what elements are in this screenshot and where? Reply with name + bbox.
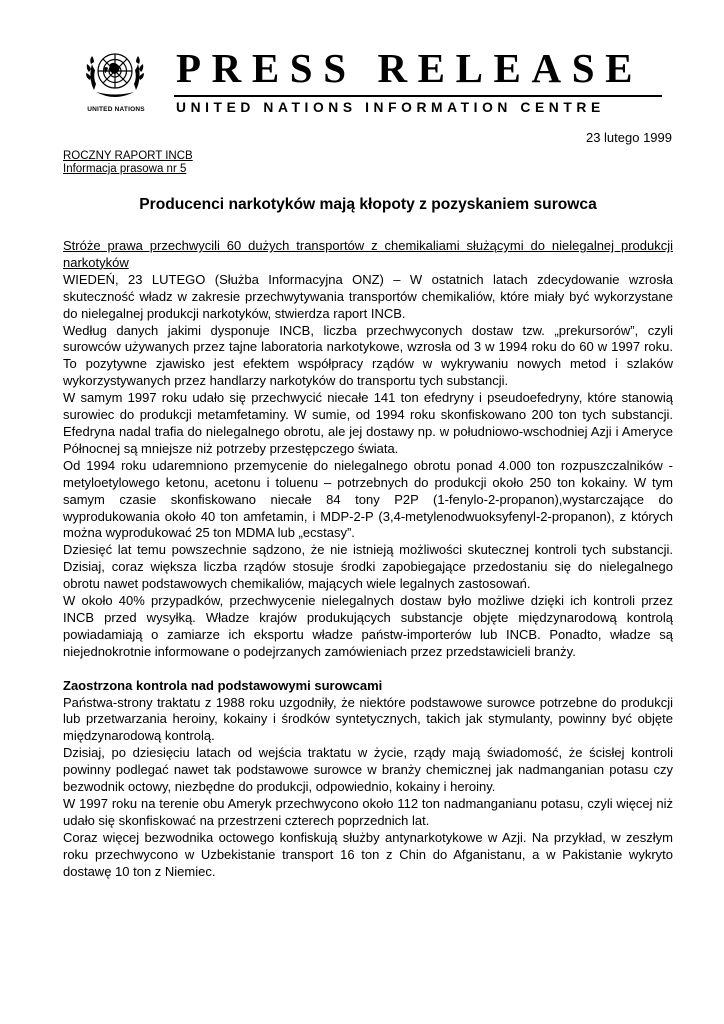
paragraph: Państwa-strony traktatu z 1988 roku uzgodniły, że niektóre podstawowe surowce potrzebne do produkcji lub przetwarzania heroiny, kokainy i środków syntetycznych, takich jak stymulanty, powinny być objęte międzynarodową kontrolą. [63,694,673,744]
paragraph: Od 1994 roku udaremniono przemycenie do nielegalnego obrotu ponad 4.000 ton rozpuszczalników - metyloetylowego ketonu, acetonu i toluenu – potrzebnych do produkcji około 250 ton kokainy. W tym samym czasie skonfiskowano niecałe 84 tony P2P (1-fenylo-2-propanon),wystarczające do wyprodukowania około 40 ton amfetamin, i MDP-2-P (3,4-metylenodwuoksyfenyl-2-propanon), z których można wyprodukować 25 ton MDMA lub „ecstasy”. [63,457,673,541]
un-caption: UNITED NATIONS [87,106,145,113]
paragraph: W 1997 roku na terenie obu Ameryk przechwycono około 112 ton nadmanganianu potasu, czyli więcej niż udało się skonfiskować na przestrzeni czterech poprzednich lat. [63,796,673,828]
paragraph: WIEDEŃ, 23 LUTEGO (Służba Informacyjna ONZ) – W ostatnich latach zdecydowanie wzrosła skuteczność władz w zakresie przechwytywania transportów chemikaliów, które miały być wykorzystane do nielegalnej produkcji narkotyków, stwierdza raport INCB. [63,271,673,321]
article-body [63,238,673,881]
release-meta [63,150,193,176]
section-heading: Zaostrzona kontrola nad podstawowymi surowcami [63,677,383,693]
paragraph: Dziesięć lat temu powszechnie sądzono, że nie istnieją możliwości skutecznej kontroli tych substancji. Dzisiaj, coraz większa liczba rządów stosuje środki zapobiegające przedostaniu się do nielegalnego obrotu nawet podstawowych chemikaliów, mających wiele legalnych zastosowań. [63,542,673,592]
paragraph: Coraz więcej bezwodnika octowego konfiskują służby antynarkotykowe w Azji. Na przykład, w zeszłym roku przechwycono w Uzbekistanie transport 16 ton z Chin do Afganistanu, a w Pakistanie wykryto dostawę 10 ton z Niemiec. [63,829,673,879]
paragraph: W około 40% przypadków, przechwycenie nielegalnych dostaw było możliwe dzięki ich kontroli przez INCB przed wysyłką. Władze krajów produkujących substancje objęte międzynarodową kontrolą powiadamiają o zamiarze ich eksportu władze państw-importerów lub INCB. Ponadto, władze są niejednokrotnie informowane o podejrzanych zamówieniach przez przedstawicieli branży. [63,593,673,659]
paragraph: Według danych jakimi dysponuje INCB, liczba przechwyconych dostaw tzw. „prekursorów”, czyli surowców używanych przez tajne laboratoria narkotykowe, wzrosła od 3 w 1994 roku do 60 w 1997 roku. To pozytywne zjawisko jest efektem współpracy rządów w wykrywaniu nowych metod i szlaków wykorzystywanych przez handlarzy narkotyków do transportu tych substancji. [63,322,673,389]
press-release-title: PRESS RELEASE [176,45,644,91]
un-emblem-icon [82,42,148,104]
title-divider [174,95,662,97]
release-number: Informacja prasowa nr 5 [63,163,187,175]
paragraph: W samym 1997 roku udało się przechwycić niecałe 141 ton efedryny i pseudoefedryny, które stanowią surowiec do produkcji metamfetaminy. W sumie, od 1994 roku skonfiskowano 200 ton tych substancji. Efedryna nadal trafia do nielegalnego obrotu, ale jej dostawy np. w południowo-wschodniej Azji i Ameryce Północnej są mniejsze niż potrzeby przestępczego świata. [63,390,673,456]
section-spacer [63,661,673,678]
paragraph: Dzisiaj, po dziesięciu latach od wejścia traktatu w życie, rządy mają świadomość, że ścisłej kontroli powinny podlegać nawet tak podstawowe surowce w branży chemicznej jak nadmanganian potasu czy bezwodnik octowy, niezbędne do produkcji, odpowiednio, kokainy i heroiny. [63,745,673,795]
lead-paragraph: Stróże prawa przechwycili 60 dużych transportów z chemikaliami służącymi do nielegalnej produkcji narkotyków [63,238,673,270]
headline: Producenci narkotyków mają kłopoty z pozyskaniem surowca [139,196,597,213]
report-name: ROCZNY RAPORT INCB [63,150,193,162]
press-release-subtitle: UNITED NATIONS INFORMATION CENTRE [176,100,605,115]
release-date: 23 lutego 1999 [585,130,672,145]
